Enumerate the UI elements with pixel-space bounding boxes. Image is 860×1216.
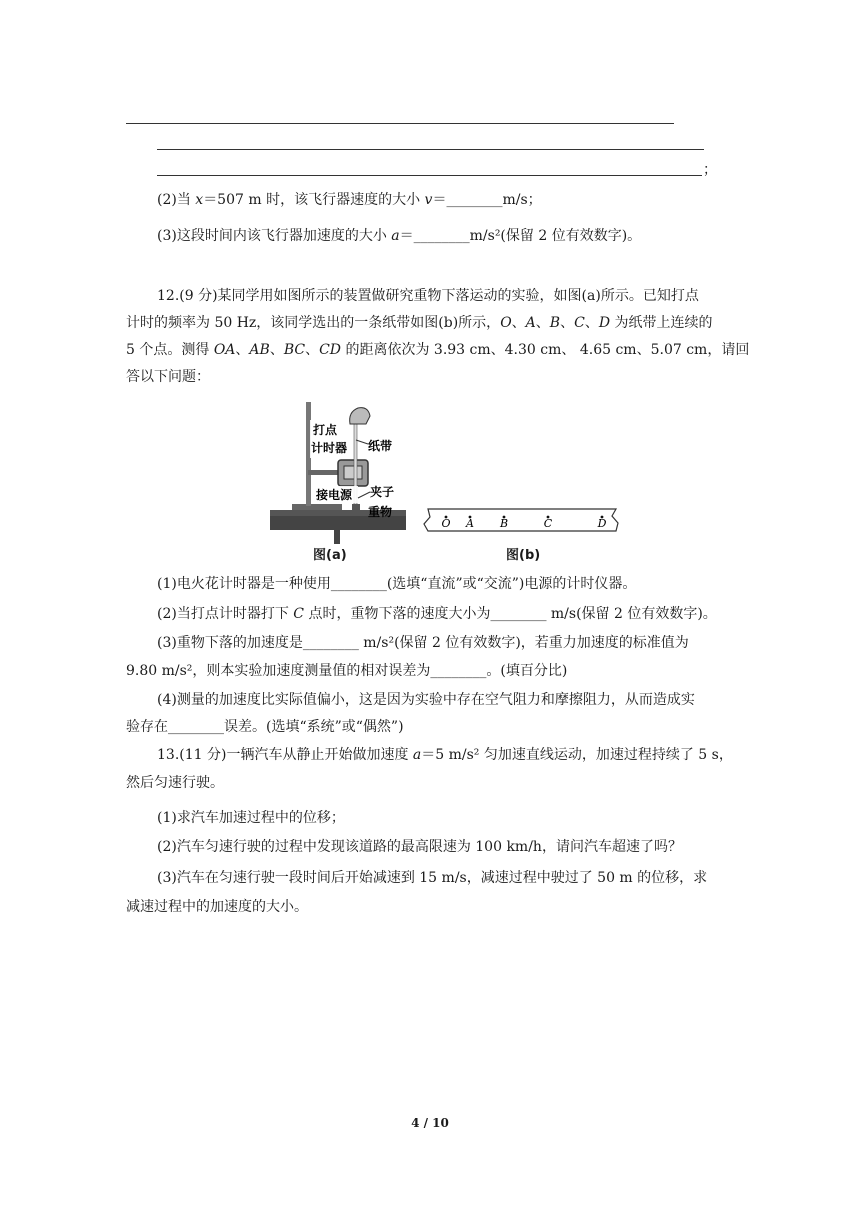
weight-block xyxy=(352,504,360,514)
q13-part-1: (1)求汽车加速过程中的位移； xyxy=(157,810,345,826)
figure-a-apparatus xyxy=(268,398,408,548)
q11-part-2: (2)当 x＝507 m 时，该飞行器速度的大小 v＝________m/s； xyxy=(157,192,542,208)
stand-base xyxy=(292,504,342,510)
tape-point-label-b: B xyxy=(499,517,509,530)
q12-part-2: (2)当打点计时器打下 C 点时，重物下落的速度大小为________ m/s(保留 2 位有效数字)。 xyxy=(157,606,717,622)
label-timer-1: 打点 xyxy=(313,423,338,437)
q12-part-1: (1)电火花计时器是一种使用________(选填“直流”或“交流”)电源的计时仪器。 xyxy=(157,576,637,592)
q12-part-4-line-2: 验存在________误差。(选填“系统”或“偶然”) xyxy=(126,719,404,735)
tape-point-label-a: A xyxy=(466,517,474,530)
q12-intro-line-2: 计时的频率为 50 Hz，该同学选出的一条纸带如图(b)所示，O、A、B、C、D 为纸带上连续的 xyxy=(126,315,713,331)
q13-part-3-line-2: 减速过程中的加速度的大小。 xyxy=(126,899,308,915)
answer-line-1 xyxy=(126,123,674,124)
q13-intro-line-2: 然后匀速行驶。 xyxy=(126,775,224,791)
page-number: 4 / 10 xyxy=(411,1116,449,1130)
label-clip: 夹子 xyxy=(370,485,395,499)
leader-tape xyxy=(356,440,368,444)
label-weight: 重物 xyxy=(368,505,393,519)
hand-icon xyxy=(350,408,370,424)
answer-line-2 xyxy=(157,149,704,150)
answer-line-end-mark: ； xyxy=(703,162,717,178)
tape-point-label-d: D xyxy=(597,517,607,530)
leader-clip xyxy=(358,492,370,498)
tape-point-label-c: C xyxy=(543,517,553,530)
q11-part-3: (3)这段时间内该飞行器加速度的大小 a＝________m/s²(保留 2 位有效数字)。 xyxy=(157,228,642,244)
figure-a-caption: 图(a) xyxy=(313,548,347,563)
q13-part-3-line-1: (3)汽车在匀速行驶一段时间后开始减速到 15 m/s，减速过程中驶过了 50 m 的位移，求 xyxy=(157,870,708,886)
figure-b-caption: 图(b) xyxy=(506,548,541,563)
label-power: 接电源 xyxy=(316,488,353,502)
figure-b-tape xyxy=(420,505,625,539)
q12-intro-line-4: 答以下问题： xyxy=(126,369,210,385)
table-leg xyxy=(334,530,340,544)
q12-intro-line-1: 12.(9 分)某同学用如图所示的装置做研究重物下落运动的实验，如图(a)所示。已知打点 xyxy=(157,288,699,304)
answer-line-3 xyxy=(157,175,702,176)
q12-part-3-line-2: 9.80 m/s²，则本实验加速度测量值的相对误差为________。(填百分比) xyxy=(126,663,568,679)
timer-window xyxy=(344,466,362,479)
label-timer-2: 计时器 xyxy=(311,441,348,455)
q13-intro-line-1: 13.(11 分)一辆汽车从静止开始做加速度 a＝5 m/s² 匀加速直线运动，加速过程持续了 5 s， xyxy=(157,747,733,763)
q12-intro-line-3: 5 个点。测得 OA、AB、BC、CD 的距离依次为 3.93 cm、4.30 cm、 4.65 cm、5.07 cm，请回 xyxy=(126,342,750,358)
tape-outline xyxy=(424,509,618,531)
q13-part-2: (2)汽车匀速行驶的过程中发现该道路的最高限速为 100 km/h，请问汽车超速了吗？ xyxy=(157,839,682,855)
q12-part-4-line-1: (4)测量的加速度比实际值偏小，这是因为实验中存在空气阻力和摩擦阻力，从而造成实 xyxy=(157,692,695,708)
label-tape: 纸带 xyxy=(368,439,393,453)
clamp-arm xyxy=(308,470,338,475)
tape-point-label-o: O xyxy=(441,517,451,530)
q12-part-3-line-1: (3)重物下落的加速度是________ m/s²(保留 2 位有效数字)，若重力加速度的标准值为 xyxy=(157,635,689,651)
